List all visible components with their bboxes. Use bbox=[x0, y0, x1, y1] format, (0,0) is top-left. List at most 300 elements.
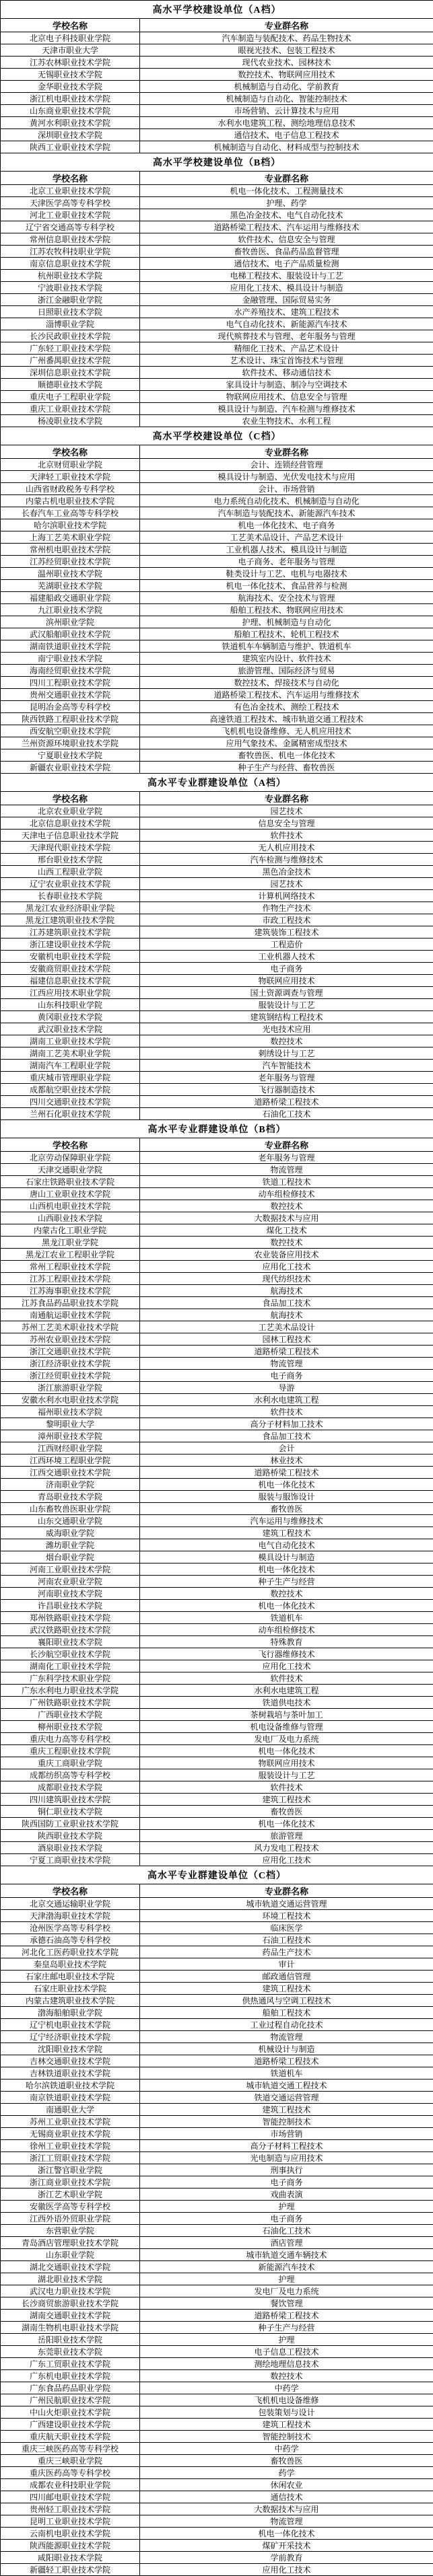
table-row bbox=[1, 2455, 433, 2467]
table-row bbox=[1, 2104, 433, 2116]
school-name-cell: 江苏食品药品职业技术学院 bbox=[1, 1297, 140, 1309]
school-name-cell: 江西财经职业学院 bbox=[1, 1442, 140, 1455]
school-name-cell: 中山火炬职业技术学院 bbox=[1, 2406, 140, 2419]
table-row bbox=[1, 1910, 433, 1922]
table-row bbox=[1, 2382, 433, 2394]
specialty-group-cell: 机械设计与制造 bbox=[140, 2043, 433, 2055]
specialty-group-cell: 飞机机电设备维修 bbox=[140, 2394, 433, 2406]
school-name-cell: 山西机电职业技术学院 bbox=[1, 1200, 140, 1212]
table-row bbox=[1, 117, 433, 129]
specialty-group-cell: 数控技术、物联网应用技术 bbox=[140, 69, 433, 81]
specialty-group-cell: 航海技术 bbox=[140, 1309, 433, 1321]
specialty-group-cell: 中药学 bbox=[140, 2443, 433, 2455]
table-row bbox=[1, 1576, 433, 1588]
table-row bbox=[1, 367, 433, 379]
table-row bbox=[1, 640, 433, 653]
table-row bbox=[1, 1370, 433, 1382]
school-name-cell: 安徽医学高等专科学校 bbox=[1, 2201, 140, 2213]
school-name-cell: 西安航空职业技术学院 bbox=[1, 725, 140, 737]
specialty-group-cell: 精细化工技术、产品艺术设计 bbox=[140, 342, 433, 355]
specialty-group-cell: 船舶工程技术、轮机工程技术 bbox=[140, 628, 433, 640]
specialty-group-cell: 服装设计与工艺 bbox=[140, 999, 433, 1011]
school-name-cell: 湖南工艺美术职业学院 bbox=[1, 1047, 140, 1060]
school-name-cell: 贵州交通职业技术学院 bbox=[1, 689, 140, 701]
specialty-group-cell: 戏曲表演 bbox=[140, 2188, 433, 2201]
section-title: 高水平学校建设单位（B档） bbox=[1, 153, 433, 172]
table-row bbox=[1, 1176, 433, 1188]
school-name-cell: 广东机电职业技术学院 bbox=[1, 2370, 140, 2382]
specialty-group-cell: 物流管理 bbox=[140, 1358, 433, 1370]
specialty-group-cell: 现代殡葬技术与管理、老年服务与管理 bbox=[140, 330, 433, 342]
table-row bbox=[1, 519, 433, 531]
column-header-school: 学校名称 bbox=[1, 19, 140, 32]
table-row bbox=[1, 1382, 433, 1394]
school-name-cell: 金华职业技术学院 bbox=[1, 81, 140, 93]
specialty-group-cell: 航海技术 bbox=[140, 1285, 433, 1297]
specialty-group-cell: 动车组检修技术 bbox=[140, 1188, 433, 1200]
school-name-cell: 深圳职业技术学院 bbox=[1, 129, 140, 141]
specialty-group-cell: 包装策划与设计 bbox=[140, 2406, 433, 2419]
table-row bbox=[1, 2431, 433, 2443]
specialty-group-cell: 工业机器人技术 bbox=[140, 951, 433, 963]
school-name-cell: 云南机电职业技术学院 bbox=[1, 2528, 140, 2540]
school-name-cell: 浙江交通职业技术学院 bbox=[1, 1346, 140, 1358]
school-name-cell: 北京电子科技职业学院 bbox=[1, 32, 140, 44]
specialty-group-cell: 物联网应用技术 bbox=[140, 1757, 433, 1769]
school-name-cell: 广西职业技术学院 bbox=[1, 1709, 140, 1721]
section-title: 高水平专业群建设单位（A档） bbox=[1, 774, 433, 792]
table-row bbox=[1, 653, 433, 665]
specialty-group-cell: 物流管理 bbox=[140, 2031, 433, 2043]
specialty-group-cell: 电子商务、老年服务与管理 bbox=[140, 556, 433, 568]
school-name-cell: 江苏工程职业技术学院 bbox=[1, 1273, 140, 1285]
school-name-cell: 东营职业学院 bbox=[1, 2225, 140, 2237]
table-row bbox=[1, 1285, 433, 1297]
table-row bbox=[1, 1346, 433, 1358]
school-name-cell: 岳阳职业技术学院 bbox=[1, 2334, 140, 2346]
specialty-group-cell: 电气自动化技术 bbox=[140, 1539, 433, 1551]
table-row bbox=[1, 93, 433, 105]
table-row bbox=[1, 69, 433, 81]
table-row bbox=[1, 1188, 433, 1200]
table-row bbox=[1, 1237, 433, 1249]
table-row bbox=[1, 197, 433, 209]
school-name-cell: 东莞职业技术学院 bbox=[1, 2346, 140, 2358]
school-name-cell: 内蒙古建筑职业技术学院 bbox=[1, 1995, 140, 2007]
specialty-group-cell: 机械制造与自动化、材料成型与控制技术 bbox=[140, 141, 433, 153]
specialty-group-cell: 数控技术 bbox=[140, 1200, 433, 1212]
table-row bbox=[1, 1600, 433, 1612]
school-name-cell: 成都农业科技职业学院 bbox=[1, 2479, 140, 2491]
school-name-cell: 河南农业职业学院 bbox=[1, 1576, 140, 1588]
specialty-group-cell: 高分子材料工程技术 bbox=[140, 2140, 433, 2152]
specialty-group-cell: 机械制造与自动化、学前教育 bbox=[140, 81, 433, 93]
school-name-cell: 唐山工业职业技术学院 bbox=[1, 1188, 140, 1200]
school-name-cell: 哈尔滨铁道职业技术学院 bbox=[1, 2080, 140, 2092]
table-row bbox=[1, 842, 433, 854]
school-name-cell: 襄阳职业技术学院 bbox=[1, 1636, 140, 1648]
specialty-group-cell: 船舶工程技术、物联网应用技术 bbox=[140, 604, 433, 616]
table-row bbox=[1, 1108, 433, 1120]
table-row bbox=[1, 2503, 433, 2515]
school-name-cell: 吉林交通职业技术学院 bbox=[1, 2055, 140, 2067]
table-row bbox=[1, 1612, 433, 1624]
school-name-cell: 陕西职业技术学院 bbox=[1, 1830, 140, 1842]
school-name-cell: 江西交通职业技术学院 bbox=[1, 1467, 140, 1479]
school-name-cell: 长沙航空职业技术学院 bbox=[1, 1648, 140, 1660]
table-row bbox=[1, 854, 433, 866]
table-row bbox=[1, 379, 433, 391]
school-name-cell: 重庆电子工程职业学院 bbox=[1, 391, 140, 403]
specialty-group-cell: 水利水电建筑工程、测绘地理信息技术 bbox=[140, 117, 433, 129]
school-name-cell: 内蒙古化工职业学院 bbox=[1, 1224, 140, 1237]
table-row bbox=[1, 1358, 433, 1370]
school-name-cell: 长春汽车工业高等专科学校 bbox=[1, 507, 140, 519]
specialty-group-cell: 汽车制造与装配技术、药品生物技术 bbox=[140, 32, 433, 44]
school-name-cell: 滨州职业学院 bbox=[1, 616, 140, 628]
school-name-cell: 重庆城市管理职业学院 bbox=[1, 1072, 140, 1084]
specialty-group-cell: 石油化工技术 bbox=[140, 1108, 433, 1120]
table-row bbox=[1, 1830, 433, 1842]
school-name-cell: 石家庄铁路职业技术学院 bbox=[1, 1176, 140, 1188]
table-row bbox=[1, 725, 433, 737]
table-row bbox=[1, 2467, 433, 2479]
school-name-cell: 贵州轻工职业技术学院 bbox=[1, 2503, 140, 2515]
table-row bbox=[1, 415, 433, 427]
section-title-row bbox=[1, 1120, 433, 1138]
table-row bbox=[1, 2394, 433, 2406]
section-title-row bbox=[1, 1, 433, 19]
specialty-group-cell: 种子生产与经营 bbox=[140, 2322, 433, 2334]
school-name-cell: 昆明冶金高等专科学校 bbox=[1, 701, 140, 713]
table-row bbox=[1, 44, 433, 57]
table-row bbox=[1, 2080, 433, 2092]
school-name-cell: 沧州医学高等专科学校 bbox=[1, 1922, 140, 1934]
specialty-group-cell: 道路桥梁工程技术 bbox=[140, 1346, 433, 1358]
specialty-group-cell: 道路桥梁工程技术 bbox=[140, 1096, 433, 1108]
table-row bbox=[1, 2092, 433, 2104]
table-row bbox=[1, 951, 433, 963]
school-name-cell: 重庆工商职业学院 bbox=[1, 1757, 140, 1769]
table-row bbox=[1, 1794, 433, 1806]
school-name-cell: 苏州工业职业技术学院 bbox=[1, 2116, 140, 2128]
column-header-school: 学校名称 bbox=[1, 172, 140, 185]
school-name-cell: 广东食品药品职业学院 bbox=[1, 2382, 140, 2394]
table-row bbox=[1, 2188, 433, 2201]
specialty-group-cell: 物流管理 bbox=[140, 1164, 433, 1176]
table-row bbox=[1, 866, 433, 878]
column-header-row bbox=[1, 445, 433, 459]
school-name-cell: 江西环境工程职业学院 bbox=[1, 1455, 140, 1467]
specialty-group-cell: 智能控制技术 bbox=[140, 2116, 433, 2128]
table-row bbox=[1, 459, 433, 471]
table-row bbox=[1, 963, 433, 975]
table-row bbox=[1, 1491, 433, 1503]
table-row bbox=[1, 294, 433, 306]
school-name-cell: 黎明职业大学 bbox=[1, 1418, 140, 1430]
school-name-cell: 浙江旅游职业学院 bbox=[1, 1382, 140, 1394]
specialty-group-cell: 模具设计与制造 bbox=[140, 1551, 433, 1563]
school-name-cell: 成都纺织高等专科学校 bbox=[1, 1769, 140, 1781]
school-name-cell: 武汉船舶职业技术学院 bbox=[1, 628, 140, 640]
table-row bbox=[1, 342, 433, 355]
school-name-cell: 重庆三峡职业学院 bbox=[1, 2455, 140, 2467]
column-header-row bbox=[1, 1884, 433, 1898]
specialty-group-cell: 作物生产技术 bbox=[140, 902, 433, 914]
specialty-group-cell: 软件技术 bbox=[140, 830, 433, 842]
table-row bbox=[1, 233, 433, 246]
specialty-group-cell: 机电一体化技术 bbox=[140, 1745, 433, 1757]
table-row bbox=[1, 2443, 433, 2455]
table-row bbox=[1, 495, 433, 507]
school-name-cell: 兰州资源环境职业技术学院 bbox=[1, 737, 140, 749]
table-row bbox=[1, 1309, 433, 1321]
school-name-cell: 黑龙江农业工程职业学院 bbox=[1, 1249, 140, 1261]
school-name-cell: 郑州铁路职业技术学院 bbox=[1, 1612, 140, 1624]
specialty-group-cell: 汽车智能技术 bbox=[140, 1060, 433, 1072]
table-row bbox=[1, 1212, 433, 1224]
school-name-cell: 海南经贸职业技术学院 bbox=[1, 665, 140, 677]
specialty-group-cell: 通信技术、电子信息工程技术 bbox=[140, 129, 433, 141]
specialty-group-cell: 会计、市场营销 bbox=[140, 483, 433, 495]
specialty-group-cell: 机电一体化技术、食品营养与检测 bbox=[140, 580, 433, 592]
table-row bbox=[1, 1624, 433, 1636]
specialty-group-cell: 应用化工技术 bbox=[140, 1854, 433, 1866]
school-name-cell: 许昌职业技术学院 bbox=[1, 1600, 140, 1612]
school-name-cell: 湖南化工职业技术学院 bbox=[1, 1660, 140, 1672]
table-row bbox=[1, 1854, 433, 1866]
specialty-group-cell: 铁道机车 bbox=[140, 2067, 433, 2080]
table-row bbox=[1, 975, 433, 987]
school-name-cell: 青岛酒店管理职业技术学院 bbox=[1, 2237, 140, 2249]
specialty-group-cell: 电子信息工程技术 bbox=[140, 2346, 433, 2358]
school-name-cell: 河南职业技术学院 bbox=[1, 1588, 140, 1600]
table-row bbox=[1, 1394, 433, 1406]
table-row bbox=[1, 81, 433, 93]
table-body bbox=[1, 1, 433, 2576]
specialty-group-cell: 国土资源调查与管理 bbox=[140, 987, 433, 999]
school-name-cell: 成都航空职业技术学院 bbox=[1, 1084, 140, 1096]
table-row bbox=[1, 403, 433, 415]
section-title: 高水平专业群建设单位（C档） bbox=[1, 1866, 433, 1884]
school-name-cell: 苏州农业职业技术学院 bbox=[1, 1333, 140, 1346]
specialty-group-cell: 机电一体化技术 bbox=[140, 1818, 433, 1830]
table-row bbox=[1, 2043, 433, 2055]
table-row bbox=[1, 2273, 433, 2285]
school-name-cell: 黄河水利职业技术学院 bbox=[1, 117, 140, 129]
table-row bbox=[1, 1023, 433, 1035]
specialty-group-cell: 食品加工技术 bbox=[140, 1430, 433, 1442]
specialty-group-cell: 软件技术 bbox=[140, 1406, 433, 1418]
school-name-cell: 天津渤海职业技术学院 bbox=[1, 1910, 140, 1922]
table-row bbox=[1, 2176, 433, 2188]
table-row bbox=[1, 1745, 433, 1757]
table-row bbox=[1, 1164, 433, 1176]
specialty-group-cell: 航海技术、安全技术与管理 bbox=[140, 592, 433, 604]
school-name-cell: 吉林铁道职业技术学院 bbox=[1, 2067, 140, 2080]
table-row bbox=[1, 914, 433, 926]
specialty-group-cell: 园林工程技术 bbox=[140, 1333, 433, 1346]
school-name-cell: 常州机电职业技术学院 bbox=[1, 544, 140, 556]
specialty-group-cell: 机电一体化技术 bbox=[140, 1479, 433, 1491]
school-name-cell: 杨凌职业技术学院 bbox=[1, 415, 140, 427]
table-row bbox=[1, 556, 433, 568]
specialty-group-cell: 畜牧兽医 bbox=[140, 1503, 433, 1515]
table-row bbox=[1, 282, 433, 294]
school-name-cell: 安徽商贸职业技术学院 bbox=[1, 963, 140, 975]
specialty-group-cell: 种子生产与经营 bbox=[140, 1576, 433, 1588]
table-row bbox=[1, 2225, 433, 2237]
table-row bbox=[1, 1060, 433, 1072]
specialty-group-cell: 现代农业技术、园林技术 bbox=[140, 57, 433, 69]
column-header-school: 学校名称 bbox=[1, 445, 140, 459]
school-name-cell: 成都职业技术学院 bbox=[1, 1781, 140, 1794]
specialty-group-cell: 电力系统自动化技术、机械制造与自动化 bbox=[140, 495, 433, 507]
school-name-cell: 北京交通运输职业学院 bbox=[1, 1898, 140, 1910]
school-name-cell: 山西工程职业学院 bbox=[1, 866, 140, 878]
school-name-cell: 山东畜牧兽医职业学院 bbox=[1, 1503, 140, 1515]
specialty-group-cell: 应用化工技术 bbox=[140, 1660, 433, 1672]
school-name-cell: 宁夏职业技术学院 bbox=[1, 749, 140, 762]
specialty-group-cell: 铁道工程技术 bbox=[140, 1176, 433, 1188]
specialty-group-cell: 机械制造与自动化、智能控制技术 bbox=[140, 93, 433, 105]
column-header-row bbox=[1, 1138, 433, 1152]
table-row bbox=[1, 2419, 433, 2431]
school-name-cell: 辽宁农业职业技术学院 bbox=[1, 878, 140, 890]
specialty-group-cell: 飞行器维修技术 bbox=[140, 1648, 433, 1660]
table-row bbox=[1, 2019, 433, 2031]
specialty-group-cell: 机电一体化技术、工程测量技术 bbox=[140, 185, 433, 197]
school-name-cell: 浙江机电职业技术学院 bbox=[1, 93, 140, 105]
specialty-group-cell: 鞋类设计与工艺、电机与电器技术 bbox=[140, 568, 433, 580]
specialty-group-cell: 城市轨道交通车辆技术 bbox=[140, 2249, 433, 2261]
school-name-cell: 日照职业技术学院 bbox=[1, 306, 140, 318]
school-name-cell: 淄博职业学院 bbox=[1, 318, 140, 330]
table-row bbox=[1, 1527, 433, 1539]
school-name-cell: 兰州石化职业技术学院 bbox=[1, 1108, 140, 1120]
school-name-cell: 南京铁道职业技术学院 bbox=[1, 2092, 140, 2104]
table-row bbox=[1, 1842, 433, 1854]
table-row bbox=[1, 2285, 433, 2297]
school-name-cell: 重庆三峡医药高等专科学校 bbox=[1, 2443, 140, 2455]
school-name-cell: 南通航运职业技术学院 bbox=[1, 1309, 140, 1321]
table-row bbox=[1, 701, 433, 713]
specialty-group-cell: 物流管理 bbox=[140, 2515, 433, 2528]
table-row bbox=[1, 1072, 433, 1084]
school-name-cell: 青岛职业技术学院 bbox=[1, 1491, 140, 1503]
specialty-group-cell: 软件技术、信息安全与管理 bbox=[140, 233, 433, 246]
specialty-group-cell: 石油工程技术 bbox=[140, 1934, 433, 1946]
specialty-group-cell: 工艺美术品设计 bbox=[140, 1321, 433, 1333]
school-name-cell: 温州职业技术学院 bbox=[1, 568, 140, 580]
table-row bbox=[1, 1096, 433, 1108]
specialty-group-cell: 建筑工程技术 bbox=[140, 2104, 433, 2116]
school-name-cell: 广州番禺职业技术学院 bbox=[1, 355, 140, 367]
table-row bbox=[1, 258, 433, 270]
school-name-cell: 湖北职业技术学院 bbox=[1, 2273, 140, 2285]
school-name-cell: 长沙商贸旅游职业技术学院 bbox=[1, 2297, 140, 2310]
school-name-cell: 浙江建设职业技术学院 bbox=[1, 939, 140, 951]
table-row bbox=[1, 1515, 433, 1527]
school-name-cell: 浙江警官职业学院 bbox=[1, 2164, 140, 2176]
specialty-group-cell: 发电厂及电力系统 bbox=[140, 1733, 433, 1745]
specialty-group-cell: 物联网应用技术、信息安全与管理 bbox=[140, 391, 433, 403]
table-row bbox=[1, 1898, 433, 1910]
specialty-group-cell: 供热通风与空调工程技术 bbox=[140, 1995, 433, 2007]
specialty-group-cell: 临床医学 bbox=[140, 1922, 433, 1934]
school-name-cell: 黑龙江农业经济职业学院 bbox=[1, 902, 140, 914]
specialty-group-cell: 建筑钢结构工程技术 bbox=[140, 1011, 433, 1023]
table-row bbox=[1, 355, 433, 367]
school-name-cell: 河南工业职业技术学院 bbox=[1, 1563, 140, 1576]
school-name-cell: 江西应用技术职业学院 bbox=[1, 987, 140, 999]
specialty-group-cell: 通信技术、电子产品质量检测 bbox=[140, 258, 433, 270]
table-row bbox=[1, 2515, 433, 2528]
school-name-cell: 深圳信息职业技术学院 bbox=[1, 367, 140, 379]
specialty-group-cell: 农业装备应用技术 bbox=[140, 1249, 433, 1261]
specialty-group-cell: 黑色冶金技术、电气自动化技术 bbox=[140, 209, 433, 221]
specialty-group-cell: 船舶工程技术 bbox=[140, 2007, 433, 2019]
table-row bbox=[1, 2116, 433, 2128]
school-name-cell: 江苏农林职业技术学院 bbox=[1, 57, 140, 69]
specialty-group-cell: 电子商务 bbox=[140, 2176, 433, 2188]
school-name-cell: 长沙民政职业技术学院 bbox=[1, 330, 140, 342]
column-header-row bbox=[1, 172, 433, 185]
specialty-group-cell: 应用化工技术 bbox=[140, 2564, 433, 2576]
table-row bbox=[1, 483, 433, 495]
specialty-group-cell: 煤矿开采技术 bbox=[140, 2540, 433, 2552]
table-row bbox=[1, 246, 433, 258]
specialty-group-cell: 机电一体化技术 bbox=[140, 2528, 433, 2540]
specialty-group-cell: 家具设计与制造、制冷与空调技术 bbox=[140, 379, 433, 391]
specialty-group-cell: 餐饮管理 bbox=[140, 2297, 433, 2310]
table-row bbox=[1, 129, 433, 141]
specialty-group-cell: 学前教育 bbox=[140, 2552, 433, 2564]
school-name-cell: 山西职业技术学院 bbox=[1, 1212, 140, 1224]
specialty-group-cell: 酒店管理 bbox=[140, 2237, 433, 2249]
school-name-cell: 天津轻工职业技术学院 bbox=[1, 471, 140, 483]
column-header-group: 专业群名称 bbox=[140, 1884, 433, 1898]
specialty-group-cell: 数控技术 bbox=[140, 1035, 433, 1047]
table-row bbox=[1, 1806, 433, 1818]
specialty-group-cell: 模具设计与制造、汽车检测与维修技术 bbox=[140, 403, 433, 415]
school-name-cell: 浙江商业职业技术学院 bbox=[1, 2176, 140, 2188]
specialty-group-cell: 数控技术 bbox=[140, 2370, 433, 2382]
specialty-group-cell: 煤化工技术 bbox=[140, 1224, 433, 1237]
specialty-group-cell: 园艺技术 bbox=[140, 878, 433, 890]
school-name-cell: 南京信息职业技术学院 bbox=[1, 258, 140, 270]
school-name-cell: 南宁职业技术学院 bbox=[1, 653, 140, 665]
table-row bbox=[1, 1273, 433, 1285]
specialty-group-cell: 市场营销、云计算技术与应用 bbox=[140, 105, 433, 117]
table-row bbox=[1, 987, 433, 999]
specialty-group-cell: 护理、机械制造与自动化 bbox=[140, 616, 433, 628]
specialty-group-cell: 建筑装饰工程技术 bbox=[140, 926, 433, 939]
table-row bbox=[1, 1224, 433, 1237]
specialty-group-cell: 通信技术 bbox=[140, 2491, 433, 2503]
school-name-cell: 山东职业学院 bbox=[1, 2249, 140, 2261]
table-row bbox=[1, 568, 433, 580]
school-name-cell: 内蒙古机电职业技术学院 bbox=[1, 495, 140, 507]
column-header-school: 学校名称 bbox=[1, 792, 140, 805]
specialty-group-cell: 工艺美术品设计、产品艺术设计 bbox=[140, 531, 433, 544]
school-name-cell: 新疆农业职业技术学院 bbox=[1, 762, 140, 774]
table-row bbox=[1, 1249, 433, 1261]
table-row bbox=[1, 1418, 433, 1430]
specialty-group-cell: 畜牧兽医、机电一体化技术 bbox=[140, 749, 433, 762]
specialty-group-cell: 应用化工技术、模具设计与制造 bbox=[140, 282, 433, 294]
table-row bbox=[1, 2164, 433, 2176]
